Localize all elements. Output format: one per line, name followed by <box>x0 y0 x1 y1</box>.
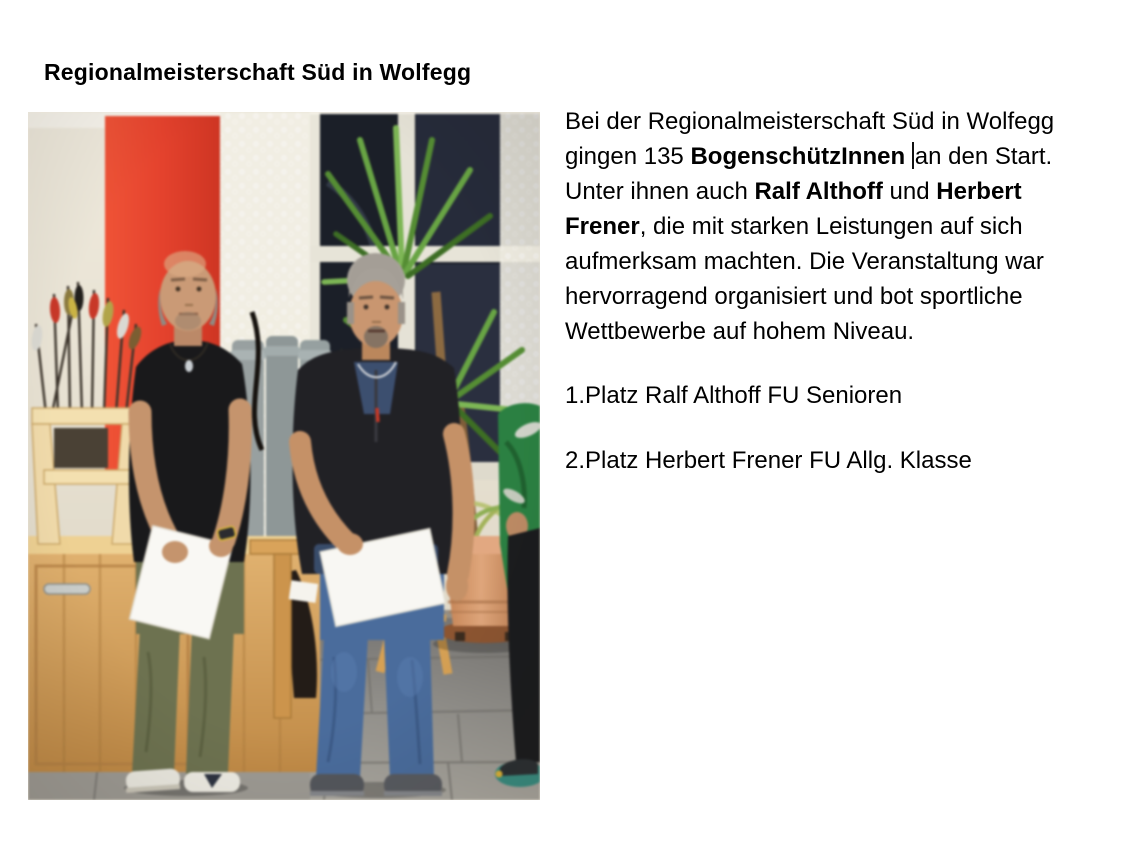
text-segment: Bei der Regionalmeisterschaft Süd in Wolfegg gingen 135 <box>565 108 1055 170</box>
text-segment: an den Start. Unter ihnen auch <box>565 143 1053 205</box>
text-segment: , die mit starken Leistungen auf sich aufmerksam machten. Die Veranstaltung war hervorragend organisiert und bot sportliche Wettbewerbe auf hohem Niveau. <box>565 213 1044 345</box>
bold-text-segment: Ralf Althoff <box>754 178 883 205</box>
article-text-block[interactable] <box>565 104 1107 508</box>
results-list <box>565 378 1107 478</box>
body-paragraph <box>565 104 1107 349</box>
photo-illustration <box>28 112 540 800</box>
vignette <box>28 112 540 800</box>
bold-text-segment: Herbert Frener <box>565 178 1022 240</box>
result-line: 1.Platz Ralf Althoff FU Senioren <box>565 382 903 409</box>
page-title: Regionalmeisterschaft Süd in Wolfegg <box>44 59 472 86</box>
award-ceremony-photo <box>28 112 540 800</box>
text-cursor <box>912 142 914 169</box>
text-segment: und <box>882 178 937 205</box>
text-segment <box>905 143 912 170</box>
result-line: 2.Platz Herbert Frener FU Allg. Klasse <box>565 447 972 474</box>
bold-text-segment: BogenschützInnen <box>690 143 906 170</box>
